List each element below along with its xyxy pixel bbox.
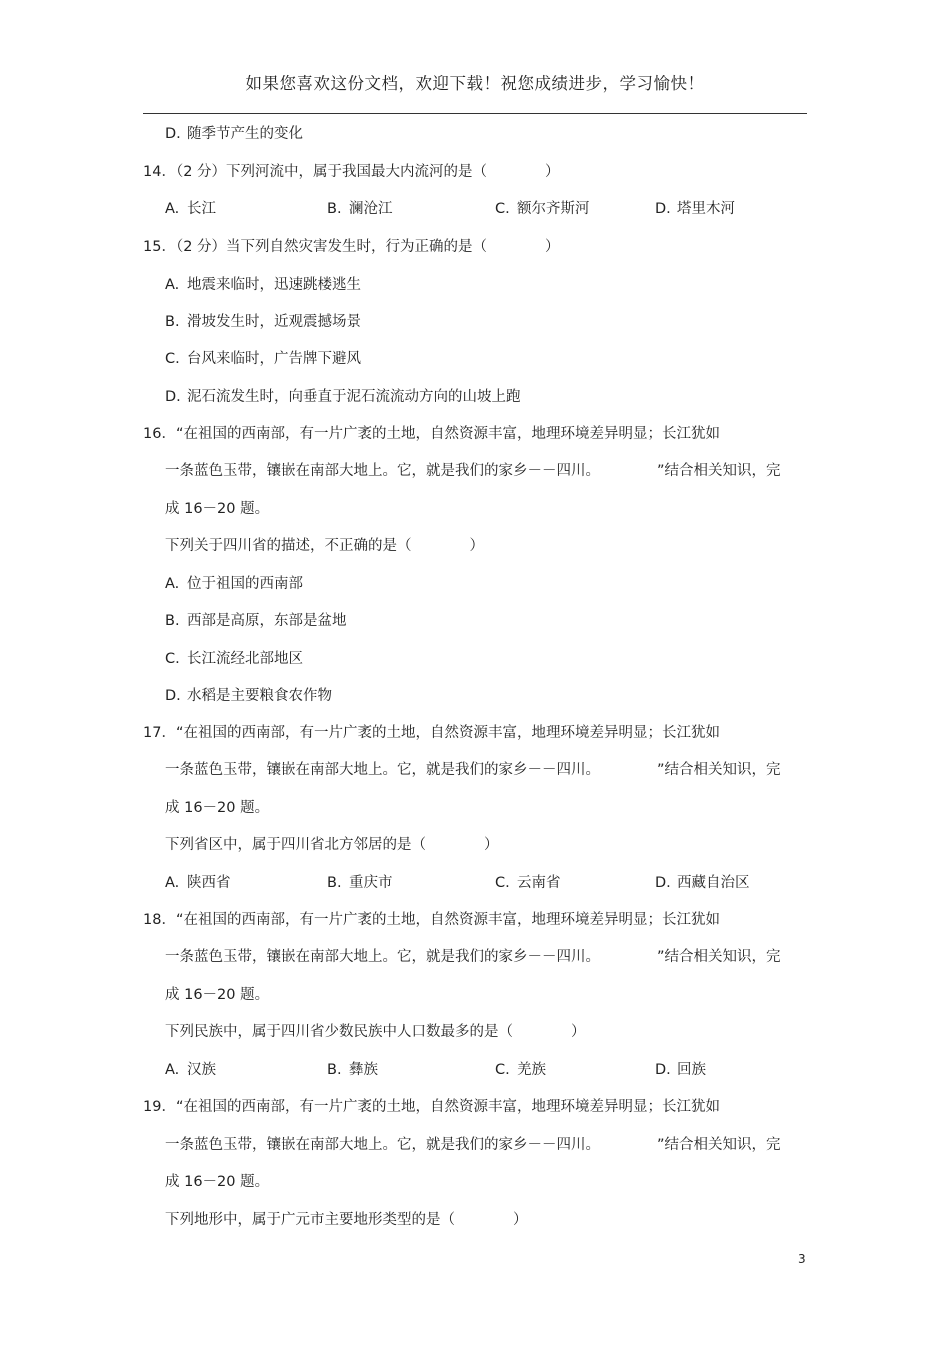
- question-18-passage-line2b: ”结合相关知识，完: [657, 949, 781, 965]
- option-16-a[interactable]: A. 位于祖国的西南部: [165, 576, 303, 592]
- option-14-b[interactable]: B. 澜沧江: [327, 201, 393, 217]
- option-15-c[interactable]: C. 台风来临时，广告牌下避风: [165, 351, 361, 367]
- option-13-d: [165, 124, 303, 144]
- question-19-passage-line2b: ”结合相关知识，完: [657, 1137, 781, 1153]
- option-18-c[interactable]: C. 羌族: [495, 1062, 546, 1078]
- option-text: 随季节产生的变化: [187, 126, 303, 142]
- option-15-a[interactable]: A. 地震来临时，迅速跳楼逃生: [165, 277, 361, 293]
- option-15-b[interactable]: B. 滑坡发生时，近观震撼场景: [165, 314, 361, 330]
- question-16-question: 下列关于四川省的描述，不正确的是（ ）: [165, 538, 484, 554]
- question-17-passage-line2b: ”结合相关知识，完: [657, 762, 781, 778]
- question-19-passage-line2a: 一条蓝色玉带，镶嵌在南部大地上。它，就是我们的家乡－－四川。: [165, 1137, 600, 1153]
- option-14-a[interactable]: A. 长江: [165, 201, 216, 217]
- option-16-d[interactable]: D. 水稻是主要粮食农作物: [165, 688, 332, 704]
- question-17-passage-line2a: 一条蓝色玉带，镶嵌在南部大地上。它，就是我们的家乡－－四川。: [165, 762, 600, 778]
- option-14-d[interactable]: D. 塔里木河: [655, 201, 735, 217]
- header-divider: [143, 113, 807, 114]
- option-18-a[interactable]: A. 汉族: [165, 1062, 216, 1078]
- option-17-c[interactable]: C. 云南省: [495, 875, 561, 891]
- question-17-question: 下列省区中，属于四川省北方邻居的是（ ）: [165, 837, 499, 853]
- option-14-c[interactable]: C. 额尔齐斯河: [495, 201, 590, 217]
- option-16-c[interactable]: C. 长江流经北部地区: [165, 651, 303, 667]
- question-14-stem: 14．（2 分）下列河流中，属于我国最大内流河的是（ ）: [143, 164, 560, 180]
- page-header: 如果您喜欢这份文档，欢迎下载！祝您成绩进步，学习愉快！: [245, 74, 705, 93]
- question-17-passage-line1: 17．“在祖国的西南部，有一片广袤的土地，自然资源丰富，地理环境差异明显；长江犹如: [143, 725, 720, 741]
- question-19-passage-line1: 19．“在祖国的西南部，有一片广袤的土地，自然资源丰富，地理环境差异明显；长江犹如: [143, 1099, 720, 1115]
- option-17-d[interactable]: D. 西藏自治区: [655, 875, 750, 891]
- question-19-question: 下列地形中，属于广元市主要地形类型的是（ ）: [165, 1212, 528, 1228]
- question-18-passage-line1: 18．“在祖国的西南部，有一片广袤的土地，自然资源丰富，地理环境差异明显；长江犹如: [143, 912, 720, 928]
- question-16-passage-line1: 16．“在祖国的西南部，有一片广袤的土地，自然资源丰富，地理环境差异明显；长江犹如: [143, 426, 720, 442]
- option-18-d[interactable]: D. 回族: [655, 1062, 706, 1078]
- option-18-b[interactable]: B. 彝族: [327, 1062, 378, 1078]
- question-18-passage-line3: 成 16－20 题。: [165, 987, 270, 1003]
- option-17-a[interactable]: A. 陕西省: [165, 875, 231, 891]
- question-16-passage-line2b: ”结合相关知识，完: [657, 463, 781, 479]
- question-19-passage-line3: 成 16－20 题。: [165, 1174, 270, 1190]
- page-number: 3: [798, 1252, 806, 1266]
- question-16-passage-line2a: 一条蓝色玉带，镶嵌在南部大地上。它，就是我们的家乡－－四川。: [165, 463, 600, 479]
- question-16-passage-line3: 成 16－20 题。: [165, 501, 270, 517]
- option-17-b[interactable]: B. 重庆市: [327, 875, 393, 891]
- question-18-question: 下列民族中，属于四川省少数民族中人口数最多的是（ ）: [165, 1024, 586, 1040]
- option-16-b[interactable]: B. 西部是高原，东部是盆地: [165, 613, 347, 629]
- option-15-d[interactable]: D. 泥石流发生时，向垂直于泥石流流动方向的山坡上跑: [165, 389, 521, 405]
- question-15-stem: 15．（2 分）当下列自然灾害发生时，行为正确的是（ ）: [143, 239, 560, 255]
- question-17-passage-line3: 成 16－20 题。: [165, 800, 270, 816]
- option-key: D.: [165, 126, 181, 142]
- question-18-passage-line2a: 一条蓝色玉带，镶嵌在南部大地上。它，就是我们的家乡－－四川。: [165, 949, 600, 965]
